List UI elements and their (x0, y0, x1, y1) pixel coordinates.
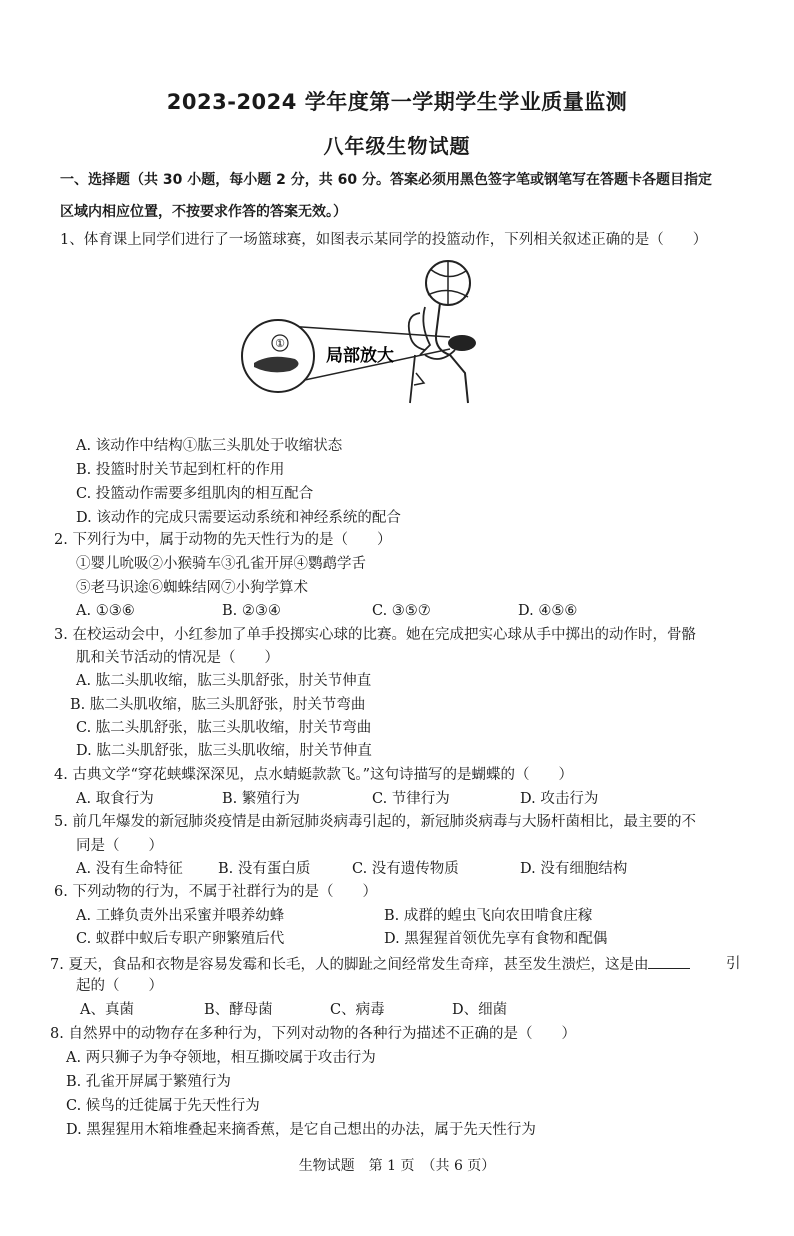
q4-option-d[interactable]: D. 攻击行为 (520, 791, 599, 807)
q5-option-c[interactable]: C. 没有遗传物质 (352, 861, 459, 877)
page-subtitle: 八年级生物试题 (323, 134, 471, 158)
q1-option-c[interactable]: C. 投篮动作需要多组肌肉的相互配合 (76, 486, 314, 502)
question-3-stem-1: 3. 在校运动会中，小红参加了单手投掷实心球的比赛。她在完成把实心球从手中掷出的动作时，骨骼 (54, 627, 696, 643)
q8-option-a[interactable]: A. 两只狮子为争夺领地，相互撕咬属于攻击行为 (66, 1050, 376, 1066)
section-instructions-line-1: 一、选择题（共 30 小题，每小题 2 分，共 60 分。答案必须用黑色签字笔或钢笔写在答题卡各题目指定 (60, 172, 712, 188)
q8-option-b[interactable]: B. 孔雀开屏属于繁殖行为 (66, 1074, 231, 1090)
question-8-stem: 8. 自然界中的动物存在多种行为，下列对动物的各种行为描述不正确的是（ ） (50, 1026, 576, 1042)
q1-option-b[interactable]: B. 投篮时肘关节起到杠杆的作用 (76, 462, 285, 478)
q1-option-a[interactable]: A. 该动作中结构①肱三头肌处于收缩状态 (76, 438, 343, 454)
q6-option-a[interactable]: A. 工蜂负责外出采蜜并喂养幼蜂 (76, 908, 285, 924)
q3-option-d[interactable]: D. 肱二头肌舒张，肱三头肌收缩，肘关节伸直 (76, 743, 372, 759)
q4-option-c[interactable]: C. 节律行为 (372, 791, 450, 807)
question-5-stem-2: 同是（ ） (76, 838, 163, 854)
q7-option-a[interactable]: A、真菌 (80, 1002, 134, 1018)
q8-option-d[interactable]: D. 黑猩猩用木箱堆叠起来摘香蕉，是它自己想出的办法，属于先天性行为 (66, 1122, 536, 1138)
question-2-stem: 2. 下列行为中，属于动物的先天性行为的是（ ） (54, 532, 392, 548)
q1-option-d[interactable]: D. 该动作的完成只需要运动系统和神经系统的配合 (76, 510, 401, 526)
q3-option-a[interactable]: A. 肱二头肌收缩，肱三头肌舒张，肘关节伸直 (76, 673, 372, 689)
q7-option-c[interactable]: C、病毒 (330, 1002, 385, 1018)
q3-option-c[interactable]: C. 肱二头肌舒张，肱三头肌收缩，肘关节弯曲 (76, 720, 372, 736)
q2-option-c[interactable]: C. ③⑤⑦ (372, 603, 431, 619)
section-instructions-line-2: 区域内相应位置，不按要求作答的答案无效。） (60, 204, 347, 220)
q5-option-d[interactable]: D. 没有细胞结构 (520, 861, 628, 877)
page-title: 2023-2024 学年度第一学期学生学业质量监测 (166, 90, 628, 114)
q7-option-d[interactable]: D、细菌 (452, 1002, 508, 1018)
q5-option-a[interactable]: A. 没有生命特征 (76, 861, 183, 877)
answer-blank[interactable] (648, 954, 690, 969)
question-7-stem-2: 起的（ ） (76, 978, 163, 994)
question-7-stem-text: 7. 夏天，食品和衣物是容易发霉和长毛，人的脚趾之间经常发生奇痒，甚至发生溃烂，这是由 (50, 957, 649, 973)
q4-option-b[interactable]: B. 繁殖行为 (222, 791, 300, 807)
question-4-stem: 4. 古典文学“穿花蛱蝶深深见，点水蜻蜓款款飞。”这句诗描写的是蝴蝶的（ ） (54, 767, 574, 783)
q2-option-d[interactable]: D. ④⑤⑥ (518, 603, 578, 619)
basketball-arm-figure (240, 255, 490, 405)
question-5-stem-1: 5. 前几年爆发的新冠肺炎疫情是由新冠肺炎病毒引起的，新冠肺炎病毒与大肠杆菌相比，最主要的不 (54, 814, 696, 830)
page-footer: 生物试题 第 1 页 （共 6 页） (298, 1158, 496, 1174)
question-1-stem: 1、体育课上同学们进行了一场篮球赛，如图表示某同学的投篮动作，下列相关叙述正确的是（ ） (60, 232, 708, 248)
q8-option-c[interactable]: C. 候鸟的迁徙属于先天性行为 (66, 1098, 260, 1114)
figure-marker: ① (275, 337, 285, 350)
q6-option-d[interactable]: D. 黑猩猩首领优先享有食物和配偶 (384, 931, 608, 947)
q7-option-b[interactable]: B、酵母菌 (204, 1002, 273, 1018)
question-2-items-1: ①婴儿吮吸②小猴骑车③孔雀开屏④鹦鹉学舌 (76, 556, 366, 572)
question-3-stem-2: 肌和关节活动的情况是（ ） (76, 650, 279, 666)
q3-option-b[interactable]: B. 肱二头肌收缩，肱三头肌舒张，肘关节弯曲 (70, 697, 366, 713)
figure-label: 局部放大 (326, 346, 394, 366)
question-6-stem: 6. 下列动物的行为，不属于社群行为的是（ ） (54, 884, 377, 900)
magnified-circle (242, 320, 314, 392)
question-7-stem-1 (50, 954, 690, 975)
question-2-items-2: ⑤老马识途⑥蜘蛛结网⑦小狗学算术 (76, 580, 308, 596)
q2-option-a[interactable]: A. ①③⑥ (76, 603, 135, 619)
muscle-highlight (448, 335, 476, 351)
question-7-stem-tail: 引 (726, 956, 741, 972)
q6-option-b[interactable]: B. 成群的蝗虫飞向农田啃食庄稼 (384, 908, 593, 924)
q4-option-a[interactable]: A. 取食行为 (76, 791, 154, 807)
q6-option-c[interactable]: C. 蚁群中蚁后专职产卵繁殖后代 (76, 931, 285, 947)
q2-option-b[interactable]: B. ②③④ (222, 603, 281, 619)
q5-option-b[interactable]: B. 没有蛋白质 (218, 861, 311, 877)
